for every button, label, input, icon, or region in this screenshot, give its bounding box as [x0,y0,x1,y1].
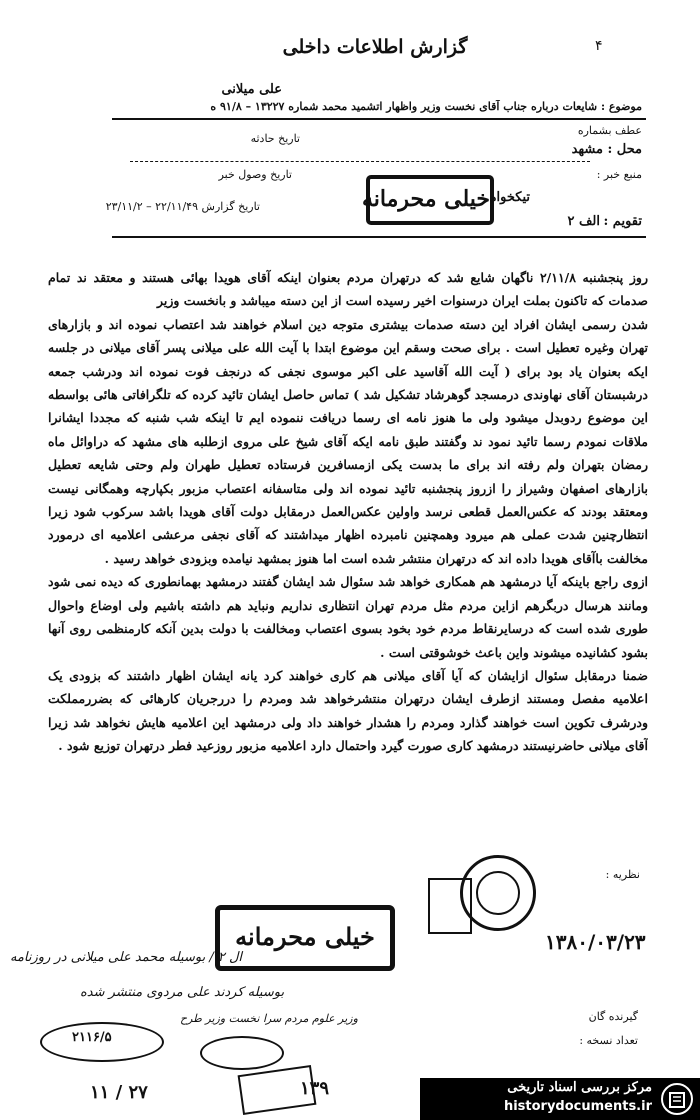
bottom-number: ۱۳۹ [300,1078,330,1099]
source-code-label: عطف بشماره [577,124,642,137]
footer-watermark-band [420,1078,700,1120]
header-divider [112,236,646,238]
event-date-label: تاریخ حادثه [250,132,300,145]
place-divider [130,160,590,162]
source-value: تیکخواه [489,190,530,205]
receipt-date-label: تاریخ وصول خبر [218,168,292,181]
report-body [48,266,648,866]
center-oval-stamp [200,1036,284,1070]
recipients-label: گیرنده گان [588,1010,638,1023]
margin-note: نظریه : [605,868,640,881]
author-name: علی میلانی [221,82,282,97]
body-paragraph-3: ازوی راجع باینکه آیا درمشهد هم همکاری خواهد شد سئوال شد ایشان گفتند درمشهد بهمانطوری که دیده نمی شود ومانند هرسال دربگرهم ازاین مردم مثل مردم تهران انتظاری نداریم ونباید هم داشته باشیم ولی اوضاع واحوال طوری شده است که درسایرنقاط مردم خود بخود بسوی اعتصاب ومخالفت با دولت بدین آنکه کارمنظمی روی آنها بشود کشانیده میشوند واین باعث خوشوقتی است . [48,574,648,660]
side-seal-stamp [428,878,472,934]
left-oval-number: ۲۱۱۶/۵ [72,1030,112,1045]
source-label: منبع خبر : [596,168,642,181]
document-title: گزارش اطلاعات داخلی [282,36,468,58]
subject-line: موضوع : شایعات درباره جناب آقای نخست وزیر واظهار اتشمید محمد شماره ۱۳۲۲۷ – ۹۱/۸ ه [210,100,642,113]
subject-divider [112,118,646,120]
top-mark: ۴ [595,38,603,54]
handwritten-note-3: وزیر علوم مردم سرا نخست وزیر طرح [180,1012,358,1025]
bottom-top-secret-stamp: خیلی محرمانه [215,905,395,971]
place-line: محل : مشهد [571,142,642,157]
body-paragraph-1: روز پنجشنبه ۲/۱۱/۸ ناگهان شایع شد که درتهران مردم بعنوان اینکه آقای هویدا بهائی هستند و معتقد ند تمام صدمات که تاکنون بملت ایران درسنوات اخیر رسیده است از این دسته میباشد و بانخست وزیر [48,270,648,309]
body-paragraph-2: شدن رسمی ایشان افراد این دسته صدمات بیشتری متوجه دین اسلام خواهند شد اعتصاب نموده اند و بازارهای تهران وغیره تعطیل است . برای صحت وسقم این موضوع ابتدا با آیت الله علی میلانی پسر آقای میلانی در جلسه ایکه بعنوان یاد بود برای ( آیت الله آقاسید علی اکبر موسوی نجفی که درنجف فوت نموده اند ودرشب جمعه درشبستان آقای نهاوندی درمسجد گوهرشاد تشکیل شد ) تماس حاصل ایشان تائید کرده که تلگرافاتی هائی بواسطه این موضوع ردوبدل میشود ولی ما هنوز نامه ای رسما دریافت ننموده ایم تا اینکه شب شنبه که مجددا ایشانرا ملاقات نمودم رسما تائید نمود ند وگفتند طبق نامه ایکه آقای شیخ علی مروی ازطلبه های مشهد که دراوائل ماه رمضان بتهران ولم رفته اند برای ما بدست یکی ازمسافرین فرستاده تعطیل طهران ولم وحتی شایعه تعطیل بازارهای اصفهان وشیراز را ازروز پنجشنبه تائید نموده اند ولی متاسفانه اعتصاب مزبور بکپارچه وهمگانی نیست ومعتقد بودند که عکس‌العمل قطعی نرسد واولین عکس‌العمل درمقابل دولت آقای هویدا باشد سرکوب شود زیرا انتظارچنین شدت عملی هم میرود وهمچنین نامبرده اظهار میداشتند که آقای نجفی مرعشی اعلامیه ای درمورد مخالفت باآقای هویدا داده اند که درتهران منتشر شده است اما هنوز بمشهد نیامده وبزودی خواهد رسید . [48,316,648,566]
handwritten-note-2: بوسیله کردند علی مردوی منتشر شده [80,985,285,1000]
footer-website: historydocuments.ir [503,1099,652,1114]
handwritten-note-1: ال ۲ / بوسیله محمد علی میلانی در روزنامه [10,950,243,965]
archive-logo-icon [660,1082,694,1116]
report-date: تاریخ گزارش ۲۲/۱۱/۴۹ – ۲۳/۱۱/۲ [105,200,260,213]
classification-label: تقویم : [603,214,642,229]
classification-value: الف ۲ [567,214,600,229]
date-stamp: ۱۳۸۰/۰۳/۲۳ [545,930,646,954]
body-paragraph-4: ضمنا درمقابل سئوال ازایشان که آیا آقای میلانی هم کاری خواهند کرد یانه ایشان اظهار داشتند که بزودی یک اعلامیه مفصل ومستند ازطرف ایشان درتهران منتشرخواهد شد ومردم را دررجریان کارهائی که بضررمملکت ودرشرف تکوین است خواهند گذارد ومردم را هشدار خواهند داد ولی درمشهد این اعلامیه هایش نخواهد شد زیرا آقای میلانی حاضرنیستند درمشهد کاری صورت گیرد واحتمال دارد اعلامیه مزبور روزعید فطر درتهران توزیع شود . [48,667,648,754]
seal-inner-ring [476,871,520,915]
top-secret-stamp: خیلی محرمانه [366,175,494,225]
bottom-left-date: ۱۱ / ۲۷ [90,1082,148,1103]
footer-archive-name: مرکز بررسی اسناد تاریخی [507,1080,652,1095]
copies-label: تعداد نسخه : [579,1034,638,1047]
